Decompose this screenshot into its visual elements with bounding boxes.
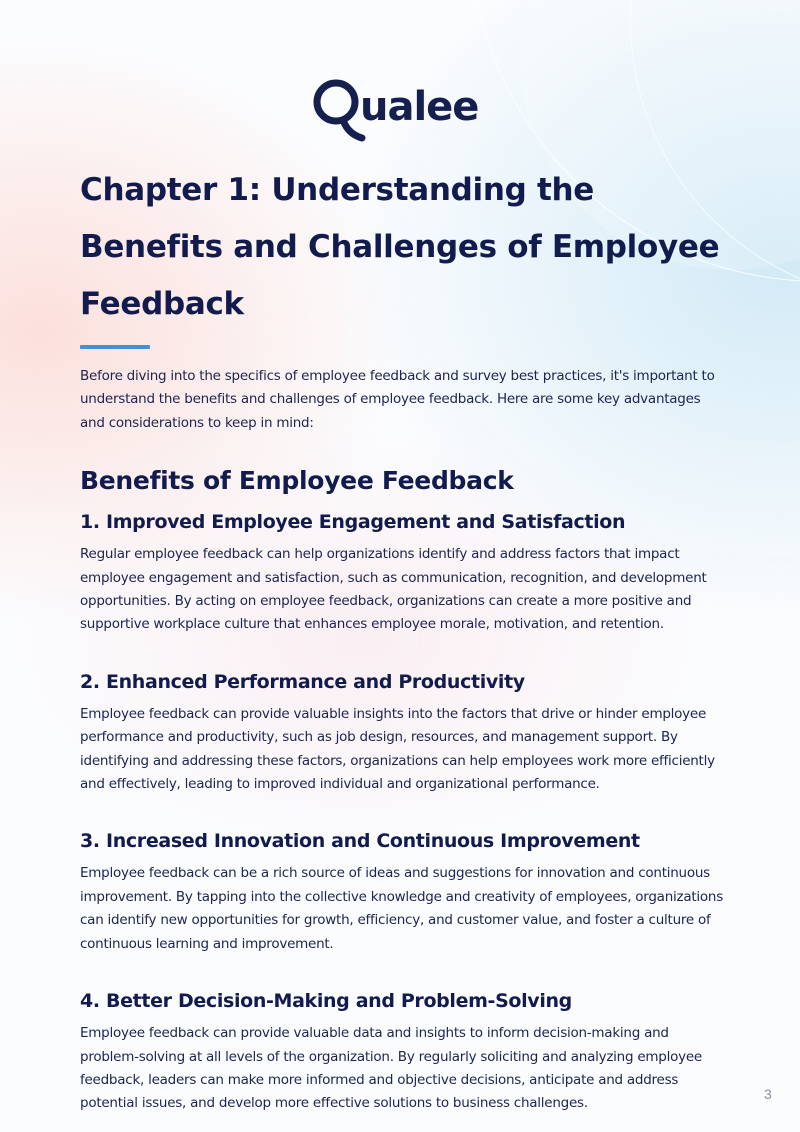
benefit-title: 2. Enhanced Performance and Productivity xyxy=(80,670,525,693)
qualee-logo xyxy=(310,76,490,142)
benefits-heading: Benefits of Employee Feedback xyxy=(80,466,514,496)
benefit-section xyxy=(80,826,725,956)
benefit-body: Employee feedback can provide valuable insights into the factors that drive or hinder employee performance and productivity, such as job design, resources, and management support. By identifying and addressing these factors, organizations can help employees work more efficiently and effectively, leading to improved individual and organizational performance. xyxy=(80,705,715,793)
benefit-body: Employee feedback can be a rich source of ideas and suggestions for innovation and continuous improvement. By tapping into the collective knowledge and creativity of employees, organizations can identify new opportunities for growth, efficiency, and customer value, and foster a culture of continuous learning and improvement. xyxy=(80,865,724,952)
benefit-section xyxy=(80,667,725,797)
intro-paragraph: Before diving into the specifics of employee feedback and survey best practices, it's important to understand the benefits and challenges of employee feedback. Here are some key advantages and considerations to keep in mind: xyxy=(80,368,715,431)
benefit-section xyxy=(80,986,725,1116)
chapter-title: Chapter 1: Understanding the Benefits and Challenges of Employee Feedback xyxy=(80,172,720,322)
benefit-title: 1. Improved Employee Engagement and Satisfaction xyxy=(80,511,626,534)
page-number: 3 xyxy=(764,1086,772,1102)
svg-text:ualee: ualee xyxy=(360,84,479,130)
title-underline xyxy=(80,345,150,349)
benefit-section xyxy=(80,507,725,637)
benefit-title: 4. Better Decision-Making and Problem-Solving xyxy=(80,990,572,1013)
page-content xyxy=(80,162,725,1116)
benefit-body: Regular employee feedback can help organizations identify and address factors that impact employee engagement and satisfaction, such as communication, recognition, and development opportunities. By acting on employee feedback, organizations can create a more positive and supportive workplace culture that enhances employee morale, motivation, and retention. xyxy=(80,546,707,633)
benefit-body: Employee feedback can provide valuable data and insights to inform decision-making and problem-solving at all levels of the organization. By regularly soliciting and analyzing employee feedback, leaders can make more informed and objective decisions, anticipate and address potential issues, and develop more effective solutions to business challenges. xyxy=(80,1025,702,1112)
benefit-title: 3. Increased Innovation and Continuous Improvement xyxy=(80,830,640,853)
